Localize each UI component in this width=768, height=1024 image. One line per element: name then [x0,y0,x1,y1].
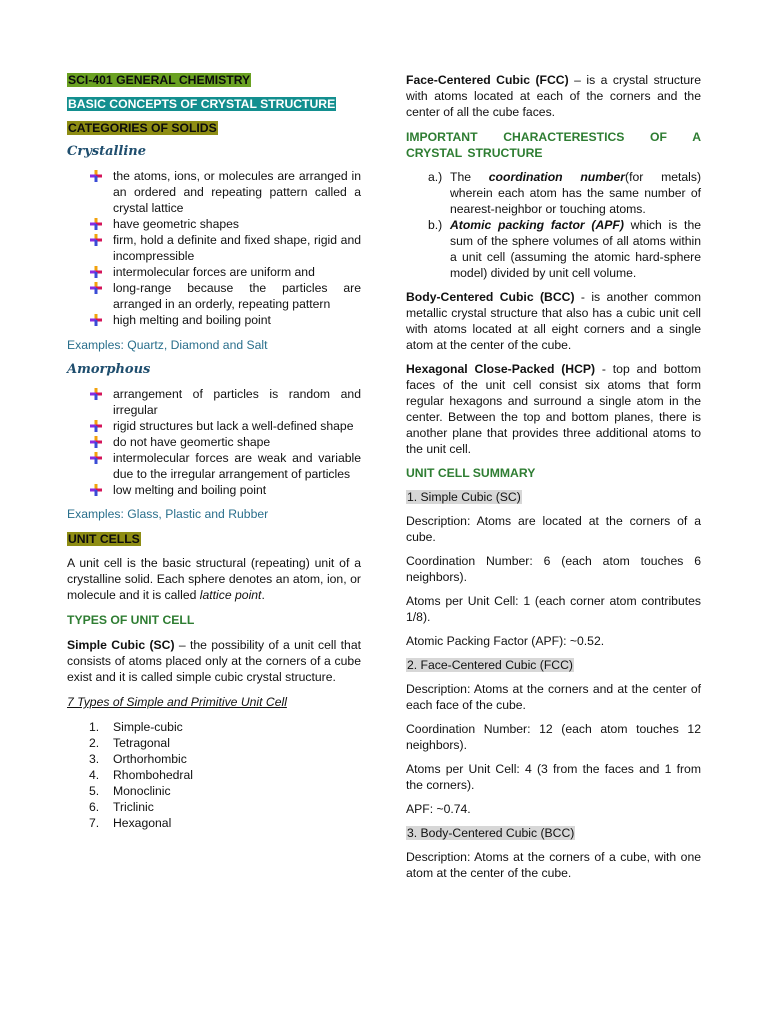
fcc-atoms: Atoms per Unit Cell: 4 (3 from the faces and 1 from the corners). [406,762,701,792]
plus-bullet-icon [90,436,102,448]
list-item: 3. Orthorhombic [89,752,187,766]
list-item: b.) Atomic packing factor (APF) which is the sum of the sphere volumes of all atoms within a unit cell (assuming the atomic hard-sphere model) divided by unit cell volume. [428,218,701,280]
left-column [67,72,361,831]
list-item: rigid structures but lack a well-defined shape [87,418,361,434]
plus-bullet-icon [90,420,102,432]
fcc-paragraph: Face-Centered Cubic (FCC) – is a crystal structure with atoms located at each of the corners and the center of all the cube faces. [406,73,701,119]
list-item: 2. Tetragonal [89,736,170,750]
crystalline-list [87,168,361,328]
list-item: do not have geomertic shape [87,434,361,450]
list-item: intermolecular forces are uniform and [87,264,361,280]
seven-types-heading: 7 Types of Simple and Primitive Unit Cell [67,695,287,709]
plus-bullet-icon [90,234,102,246]
list-item: 5. Monoclinic [89,784,171,798]
right-column [406,72,701,881]
plus-bullet-icon [90,218,102,230]
list-item: a.) The coordination number(for metals) wherein each atom has the same number of nearest-neighbor or touching atoms. [428,170,702,216]
sc-apf: Atomic Packing Factor (APF): ~0.52. [406,634,605,648]
sc-coordination: Coordination Number: 6 (each atom touches 6 neighbors). [406,554,701,584]
document-subtitle: BASIC CONCEPTS OF CRYSTAL STRUCTURE [68,97,336,111]
characteristics-list [428,169,701,281]
list-item: firm, hold a definite and fixed shape, rigid and incompressible [87,232,361,264]
plus-bullet-icon [90,314,102,326]
bcc-description: Description: Atoms at the corners of a cube, with one atom at the center of the cube. [406,850,701,880]
simple-cubic-paragraph: Simple Cubic (SC) – the possibility of a unit cell that consists of atoms placed only at the corners of a cube exist and it is called simple cubic crystal structure. [67,638,362,684]
summary-heading: UNIT CELL SUMMARY [406,466,536,480]
fcc-apf: APF: ~0.74. [406,802,471,816]
list-item: 7. Hexagonal [89,816,172,830]
list-item: intermolecular forces are weak and variable due to the irregular arrangement of particles [87,450,361,482]
list-item: 1. Simple-cubic [89,720,183,734]
fcc-heading: 2. Face-Centered Cubic (FCC) [407,658,573,672]
list-item: long-range because the particles are arranged in an orderly, repeating pattern [87,280,361,312]
list-item: high melting and boiling point [87,312,361,328]
plus-bullet-icon [90,282,102,294]
plus-bullet-icon [90,452,102,464]
plus-bullet-icon [90,484,102,496]
amorphous-examples: Examples: Glass, Plastic and Rubber [67,507,269,521]
list-item: have geometric shapes [87,216,361,232]
hcp-paragraph: Hexagonal Close-Packed (HCP) - top and bottom faces of the unit cell consist six atoms that form regular hexagons and surround a single atom in the center. Between the top and bottom planes, there is another plane that provides three additional atoms to the unit cell. [406,362,701,456]
crystalline-heading: Crystalline [67,144,147,159]
bcc-paragraph: Body-Centered Cubic (BCC) - is another common metallic crystal structure that also has a cubic unit cell with atoms located at all eight corners and a single atom at the center of the cube. [406,290,701,352]
crystalline-examples: Examples: Quartz, Diamond and Salt [67,338,268,352]
document-title: SCI-401 GENERAL CHEMISTRY [68,73,251,87]
types-heading: TYPES OF UNIT CELL [67,613,195,627]
categories-heading: CATEGORIES OF SOLIDS [68,121,217,135]
list-item: arrangement of particles is random and irregular [87,386,361,418]
list-item: 6. Triclinic [89,800,154,814]
plus-bullet-icon [90,266,102,278]
seven-types-list [89,719,361,831]
fcc-description: Description: Atoms at the corners and at the center of each face of the cube. [406,682,701,712]
sc-description: Description: Atoms are located at the corners of a cube. [406,514,701,544]
plus-bullet-icon [90,170,102,182]
fcc-coordination: Coordination Number: 12 (each atom touches 12 neighbors). [406,722,701,752]
unit-cells-paragraph: A unit cell is the basic structural (repeating) unit of a crystalline solid. Each sphere denotes an atom, ion, or molecule and it is called lattice point. [67,556,361,602]
sc-atoms: Atoms per Unit Cell: 1 (each corner atom contributes 1/8). [406,594,701,624]
sc-heading: 1. Simple Cubic (SC) [407,490,521,504]
plus-bullet-icon [90,388,102,400]
list-item: low melting and boiling point [87,482,361,498]
amorphous-heading: Amorphous [67,362,151,377]
important-heading: IMPORTANT CHARACTERESTICS OF A CRYSTAL STRUCTURE [406,130,701,160]
bcc-heading: 3. Body-Centered Cubic (BCC) [407,826,575,840]
amorphous-list [87,386,361,498]
unit-cells-heading: UNIT CELLS [68,532,140,546]
list-item: the atoms, ions, or molecules are arranged in an ordered and repeating pattern called a crystal lattice [87,168,361,216]
list-item: 4. Rhombohedral [89,768,193,782]
